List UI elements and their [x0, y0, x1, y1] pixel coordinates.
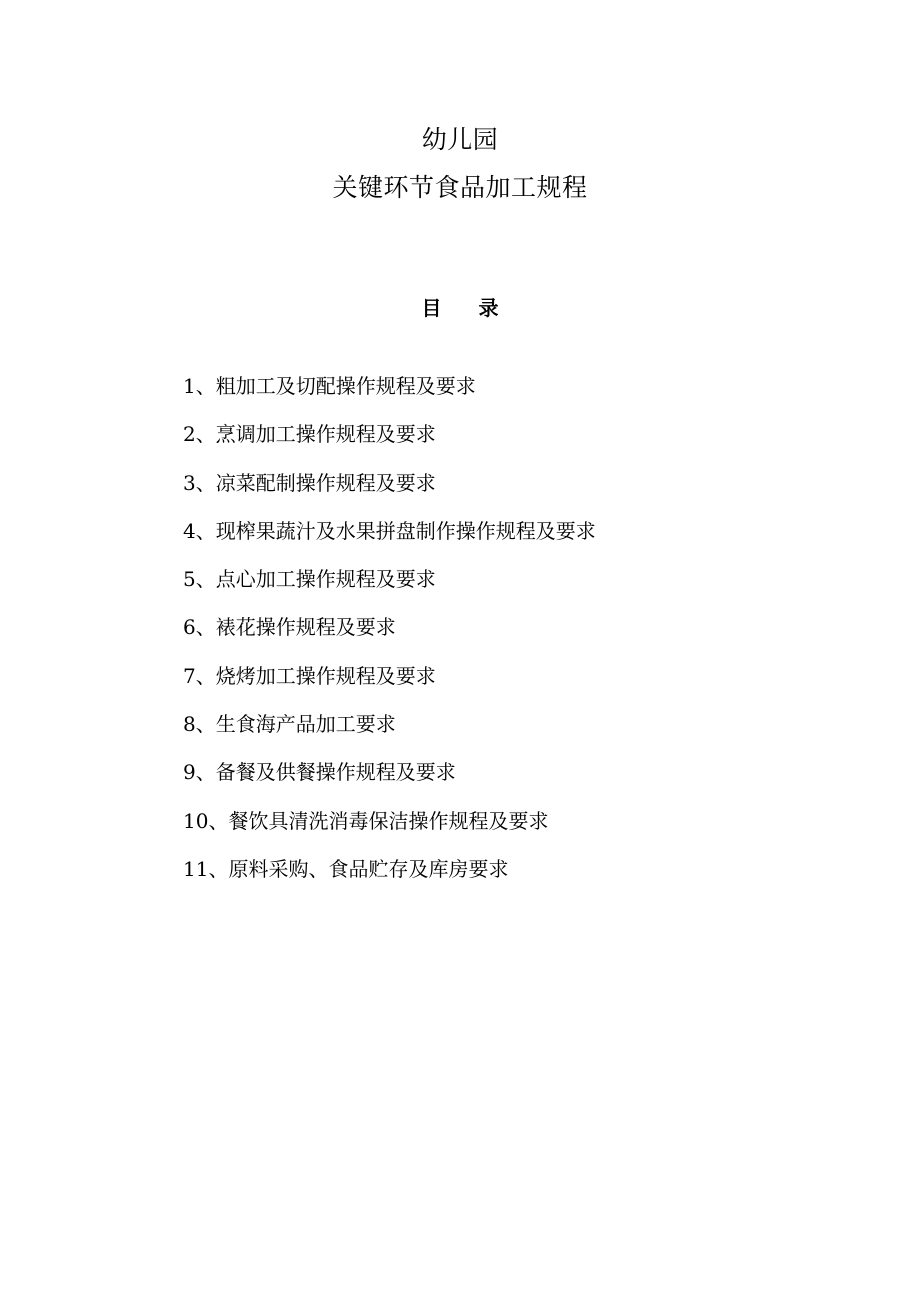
toc-item-4: 4、现榨果蔬汁及水果拼盘制作操作规程及要求: [183, 518, 596, 543]
toc-item-3: 3、凉菜配制操作规程及要求: [183, 470, 436, 495]
toc-item-10: 10、餐饮具清洗消毒保洁操作规程及要求: [183, 808, 549, 833]
toc-item-5: 5、点心加工操作规程及要求: [183, 567, 436, 592]
table-of-contents: [183, 370, 803, 901]
title-line-kindergarten: 幼儿园: [421, 125, 499, 154]
toc-item-2: 2、烹调加工操作规程及要求: [183, 422, 436, 447]
toc-item-9: 9、备餐及供餐操作规程及要求: [183, 760, 456, 785]
toc-item-1: 1、粗加工及切配操作规程及要求: [183, 374, 476, 398]
toc-item-11: 11、原料采购、食品贮存及库房要求: [183, 856, 509, 881]
toc-item-7: 7、烧烤加工操作规程及要求: [183, 663, 436, 688]
title-line-procedures: 关键环节食品加工规程: [332, 173, 588, 202]
toc-item-8: 8、生食海产品加工要求: [183, 712, 396, 737]
toc-heading: 目 录: [421, 296, 499, 320]
toc-item-6: 6、裱花操作规程及要求: [183, 615, 396, 640]
document-title: [0, 116, 920, 212]
